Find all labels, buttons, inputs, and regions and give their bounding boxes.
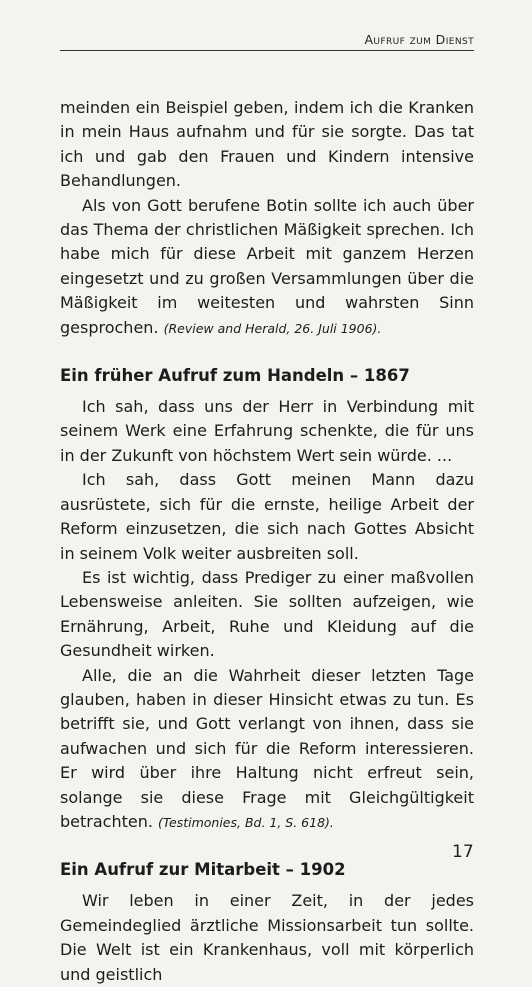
page-number: 17	[452, 842, 474, 862]
running-head: Aufruf zum Dienst	[364, 32, 474, 47]
page-body	[60, 96, 474, 987]
section-heading: Ein früher Aufruf zum Handeln – 1867	[60, 366, 410, 386]
page-header	[0, 32, 474, 52]
section-heading: Ein Aufruf zur Mitarbeit – 1902	[60, 860, 346, 880]
paragraph: Ich sah, dass Gott meinen Mann dazu ausrüstete, sich für die ernste, heilige Arbeit der Reform einzusetzen, die sich nach Gottes Absicht in seinem Volk weiter ausbreiten soll.	[60, 470, 474, 563]
paragraph-text: Als von Gott berufene Botin sollte ich auch über das Thema der christlichen Mäßigkeit sprechen. Ich habe mich für diese Arbeit mit ganzem Herzen eingesetzt und zu großen Versammlungen über die Mäßigkeit im weitesten und wahrsten Sinn gesprochen.	[60, 195, 474, 337]
paragraph-continued: meinden ein Beispiel geben, indem ich die Kranken in mein Haus aufnahm und für sie sorgte. Das tat ich und gab den Frauen und Kindern intensive Behandlungen.	[60, 98, 474, 191]
citation: (Review and Herald, 26. Juli 1906).	[163, 320, 382, 336]
paragraph: Wir leben in einer Zeit, in der jedes Gemeindeglied ärztliche Missionsarbeit tun sollte. Die Welt ist ein Krankenhaus, voll mit körperlich und geistlich	[60, 891, 474, 984]
header-rule	[60, 50, 474, 51]
paragraph	[60, 664, 474, 836]
citation: (Testimonies, Bd. 1, S. 618).	[158, 814, 334, 830]
paragraph: Ich sah, dass uns der Herr in Verbindung mit seinem Werk eine Erfahrung schenkte, die für uns in der Zukunft von höchstem Wert sein würde. ...	[60, 397, 474, 465]
paragraph	[60, 194, 474, 341]
paragraph-text: Alle, die an die Wahrheit dieser letzten Tage glauben, haben in dieser Hinsicht etwas zu tun. Es betrifft sie, und Gott verlangt von ihnen, dass sie aufwachen und sich für die Reform interessieren. Er wird über ihre Haltung nicht erfreut sein, solange sie diese Frage mit Gleichgültigkeit betrachten.	[60, 665, 474, 831]
paragraph: Es ist wichtig, dass Prediger zu einer maßvollen Lebensweise anleiten. Sie sollten aufzeigen, wie Ernährung, Arbeit, Ruhe und Kleidung auf die Gesundheit wirken.	[60, 567, 474, 661]
